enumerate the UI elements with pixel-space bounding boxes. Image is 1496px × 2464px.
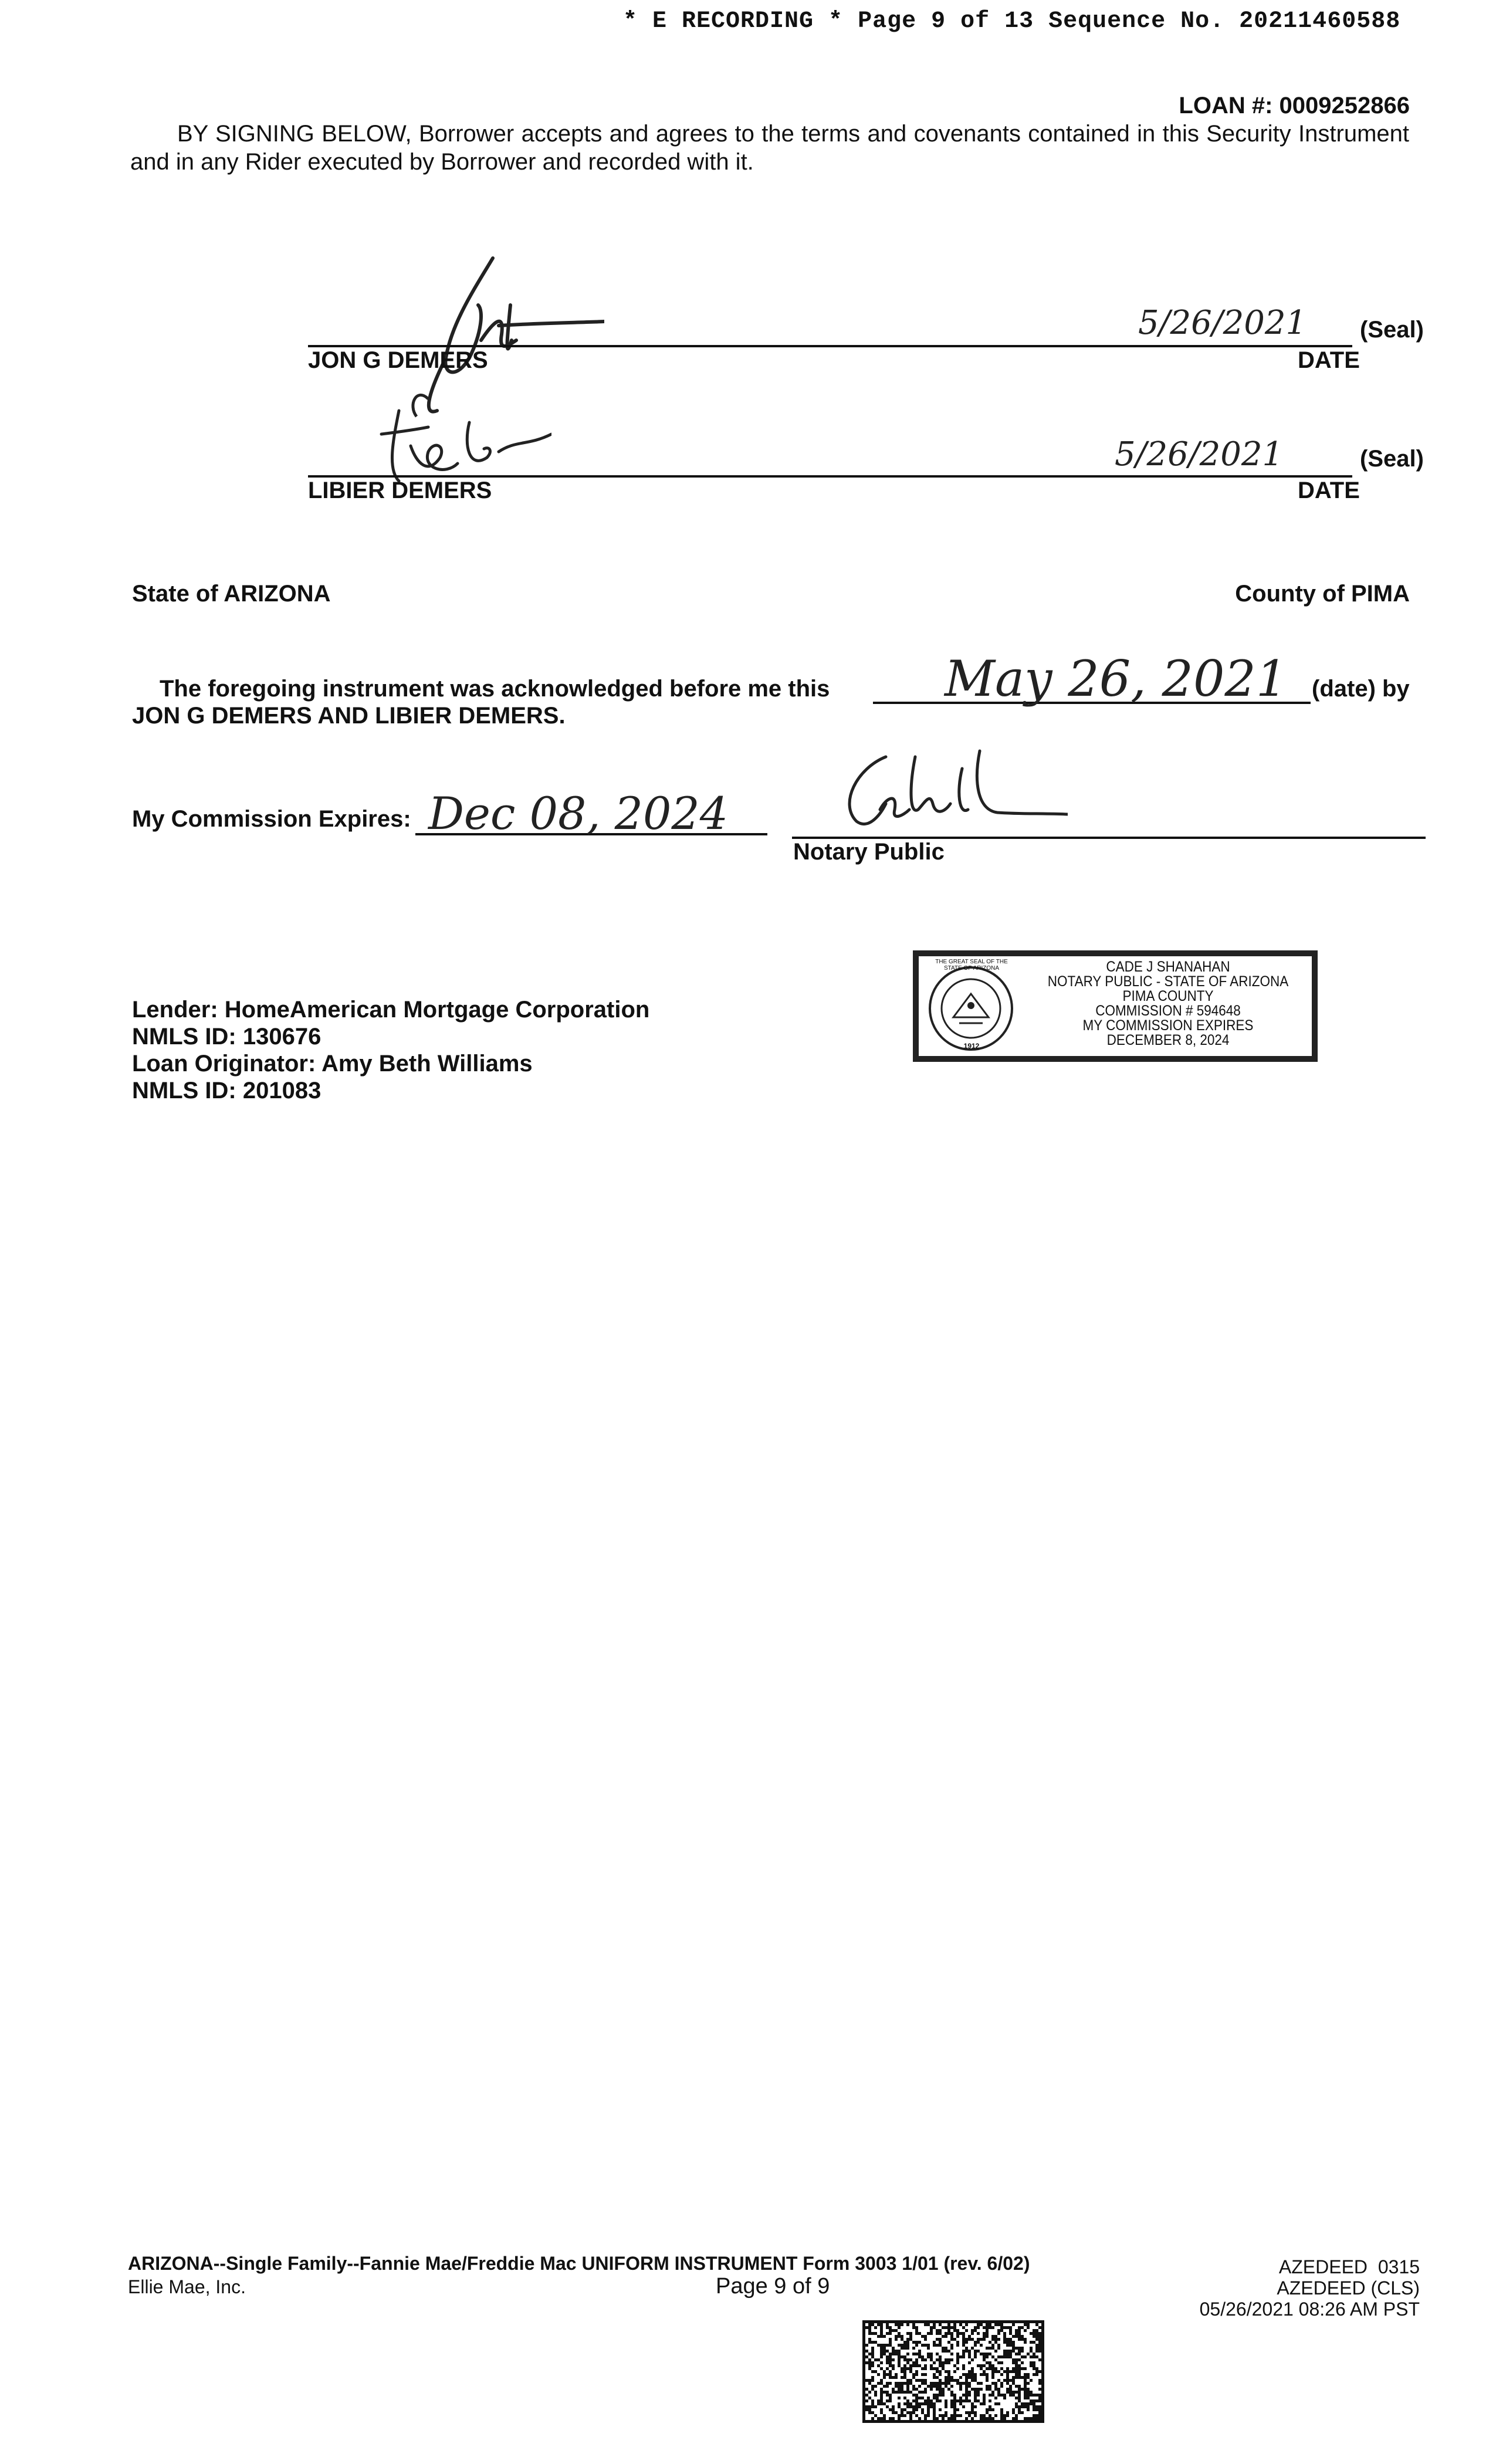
stamp-expires-label: MY COMMISSION EXPIRES	[1082, 1017, 1254, 1034]
state-label: State of ARIZONA	[132, 581, 331, 607]
page-number: Page 9 of 9	[716, 2274, 830, 2299]
seal-inscription: THE GREAT SEAL OF THE STATE OF ARIZONA	[935, 959, 1008, 972]
acknowledgment-tail: (date) by	[1312, 676, 1410, 702]
form-title: ARIZONA--Single Family--Fannie Mae/Freddie Mac UNIFORM INSTRUMENT Form 3003 1/01 (rev. 6/02)	[128, 2253, 1030, 2274]
vendor-name: Ellie Mae, Inc.	[128, 2276, 246, 2297]
document-barcode	[862, 2320, 1044, 2423]
seal-year: 1912	[963, 1042, 980, 1050]
signer-name-jon: JON G DEMERS	[308, 347, 488, 373]
stamp-expires-date: DECEMBER 8, 2024	[1106, 1032, 1230, 1048]
stamp-county: PIMA COUNTY	[1122, 988, 1214, 1004]
acknowledgment-parties: JON G DEMERS AND LIBIER DEMERS.	[132, 703, 566, 729]
seal-label-libier: (Seal)	[1360, 446, 1424, 472]
lender-name: Lender: HomeAmerican Mortgage Corporation	[132, 997, 650, 1023]
loan-originator: Loan Originator: Amy Beth Williams	[132, 1051, 533, 1077]
date-label-jon: DATE	[1298, 347, 1360, 373]
notary-public-label: Notary Public	[793, 839, 945, 865]
stamp-commission-number: COMMISSION # 594648	[1095, 1003, 1241, 1019]
commission-expires-handwritten: Dec 08, 2024	[428, 787, 729, 840]
form-code-cls: AZEDEED (CLS)	[1277, 2277, 1420, 2299]
handwritten-date-jon: 5/26/2021	[1138, 304, 1307, 342]
commission-expires-label: My Commission Expires:	[132, 806, 411, 832]
handwritten-date-libier: 5/26/2021	[1115, 435, 1284, 473]
notary-signature	[821, 745, 1068, 839]
footer-codes	[1200, 2256, 1420, 2320]
notary-stamp	[913, 950, 1318, 1062]
signer-name-libier: LIBIER DEMERS	[308, 478, 492, 503]
loan-number: LOAN #: 0009252866	[1179, 93, 1410, 119]
acknowledgment-lead: The foregoing instrument was acknowledged before me this	[160, 676, 830, 702]
date-label-libier: DATE	[1298, 478, 1360, 503]
arizona-state-seal	[927, 964, 1015, 1052]
lender-block	[132, 996, 649, 1104]
form-code: AZEDEED 0315	[1278, 2256, 1420, 2277]
acknowledgment-handwritten-date: May 26, 2021	[945, 650, 1288, 708]
stamp-notary-title: NOTARY PUBLIC - STATE OF ARIZONA	[1047, 973, 1289, 990]
originator-nmls-id: NMLS ID: 201083	[132, 1078, 321, 1104]
recording-header: * E RECORDING * Page 9 of 13 Sequence No. 20211460588	[623, 8, 1401, 35]
lender-nmls-id: NMLS ID: 130676	[132, 1024, 321, 1050]
county-label: County of PIMA	[1235, 581, 1410, 607]
seal-label-jon: (Seal)	[1360, 317, 1424, 343]
stamp-notary-name: CADE J SHANAHAN	[1106, 959, 1230, 975]
print-timestamp: 05/26/2021 08:26 AM PST	[1199, 2299, 1420, 2320]
intro-paragraph: BY SIGNING BELOW, Borrower accepts and agrees to the terms and covenants contained in this Security Instrument and in any Rider executed by Borrower and recorded with it.	[130, 121, 1409, 175]
